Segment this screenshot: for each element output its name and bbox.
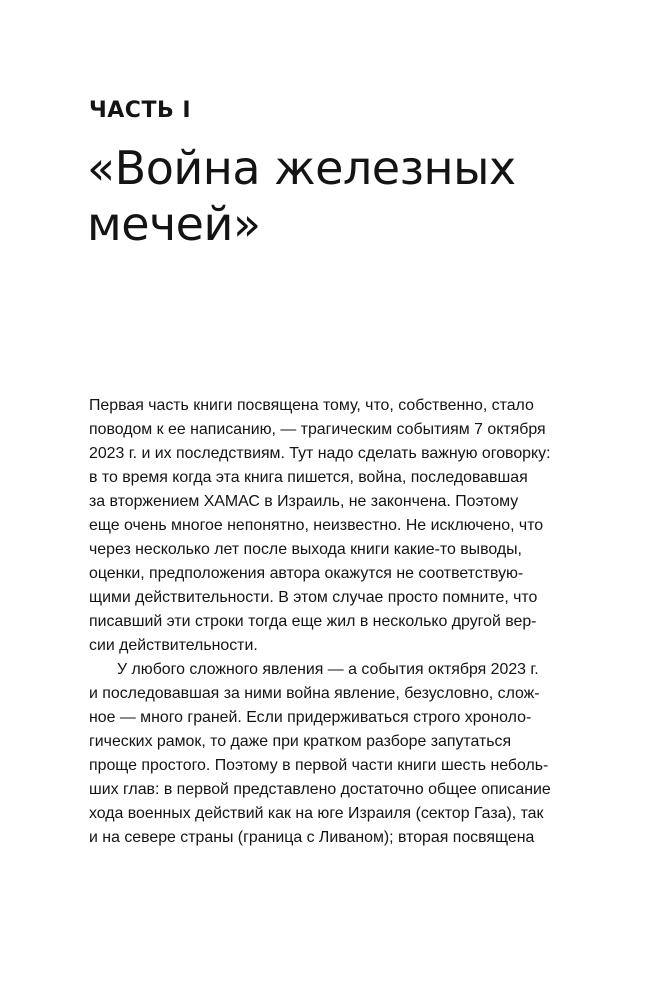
text-line: Первая часть книги посвящена тому, что, собственно, стало [89, 397, 534, 414]
text-line: сии действительности. [89, 637, 258, 654]
text-line: и последовавшая за ними война явление, безусловно, слож- [89, 685, 540, 702]
text-line: ное — много граней. Если придерживаться строго хроноло- [89, 709, 532, 726]
text-line: и на севере страны (граница с Ливаном); вторая посвящена [89, 829, 535, 846]
part-title-line: мечей» [87, 197, 261, 251]
part-title [87, 140, 607, 252]
text-line: поводом к ее написанию, — трагическим событиям 7 октября [89, 421, 546, 438]
part-title-line: «Война железных [87, 141, 516, 195]
text-line: проще простого. Поэтому в первой части книги шесть неболь- [89, 757, 549, 774]
text-line: за вторжением ХАМАС в Израиль, не закончена. Поэтому [89, 493, 519, 510]
text-line: писавший эти строки тогда еще жил в несколько другой вер- [89, 613, 537, 630]
body-text [89, 394, 563, 850]
text-line: оценки, предположения автора окажутся не соответствую- [89, 565, 524, 582]
text-line: У любого сложного явления — а события октября 2023 г. [117, 661, 539, 678]
text-line: 2023 г. и их последствиям. Тут надо сделать важную оговорку: [89, 445, 551, 462]
paragraph-1 [89, 394, 563, 658]
text-line: в то время когда эта книга пишется, война, последовавшая [89, 469, 528, 486]
text-line: еще очень многое непонятно, неизвестно. Не исключено, что [89, 517, 544, 534]
text-line: гических рамок, то даже при кратком разборе запутаться [89, 733, 512, 750]
text-line: хода военных действий как на юге Израиля (сектор Газа), так [89, 805, 544, 822]
text-line: щими действительности. В этом случае просто помните, что [89, 589, 538, 606]
paragraph-2 [89, 658, 563, 850]
text-line: ших глав: в первой представлено достаточно общее описание [89, 781, 551, 798]
part-label: ЧАСТЬ I [89, 98, 192, 123]
text-line: через несколько лет после выхода книги какие-то выводы, [89, 541, 522, 558]
